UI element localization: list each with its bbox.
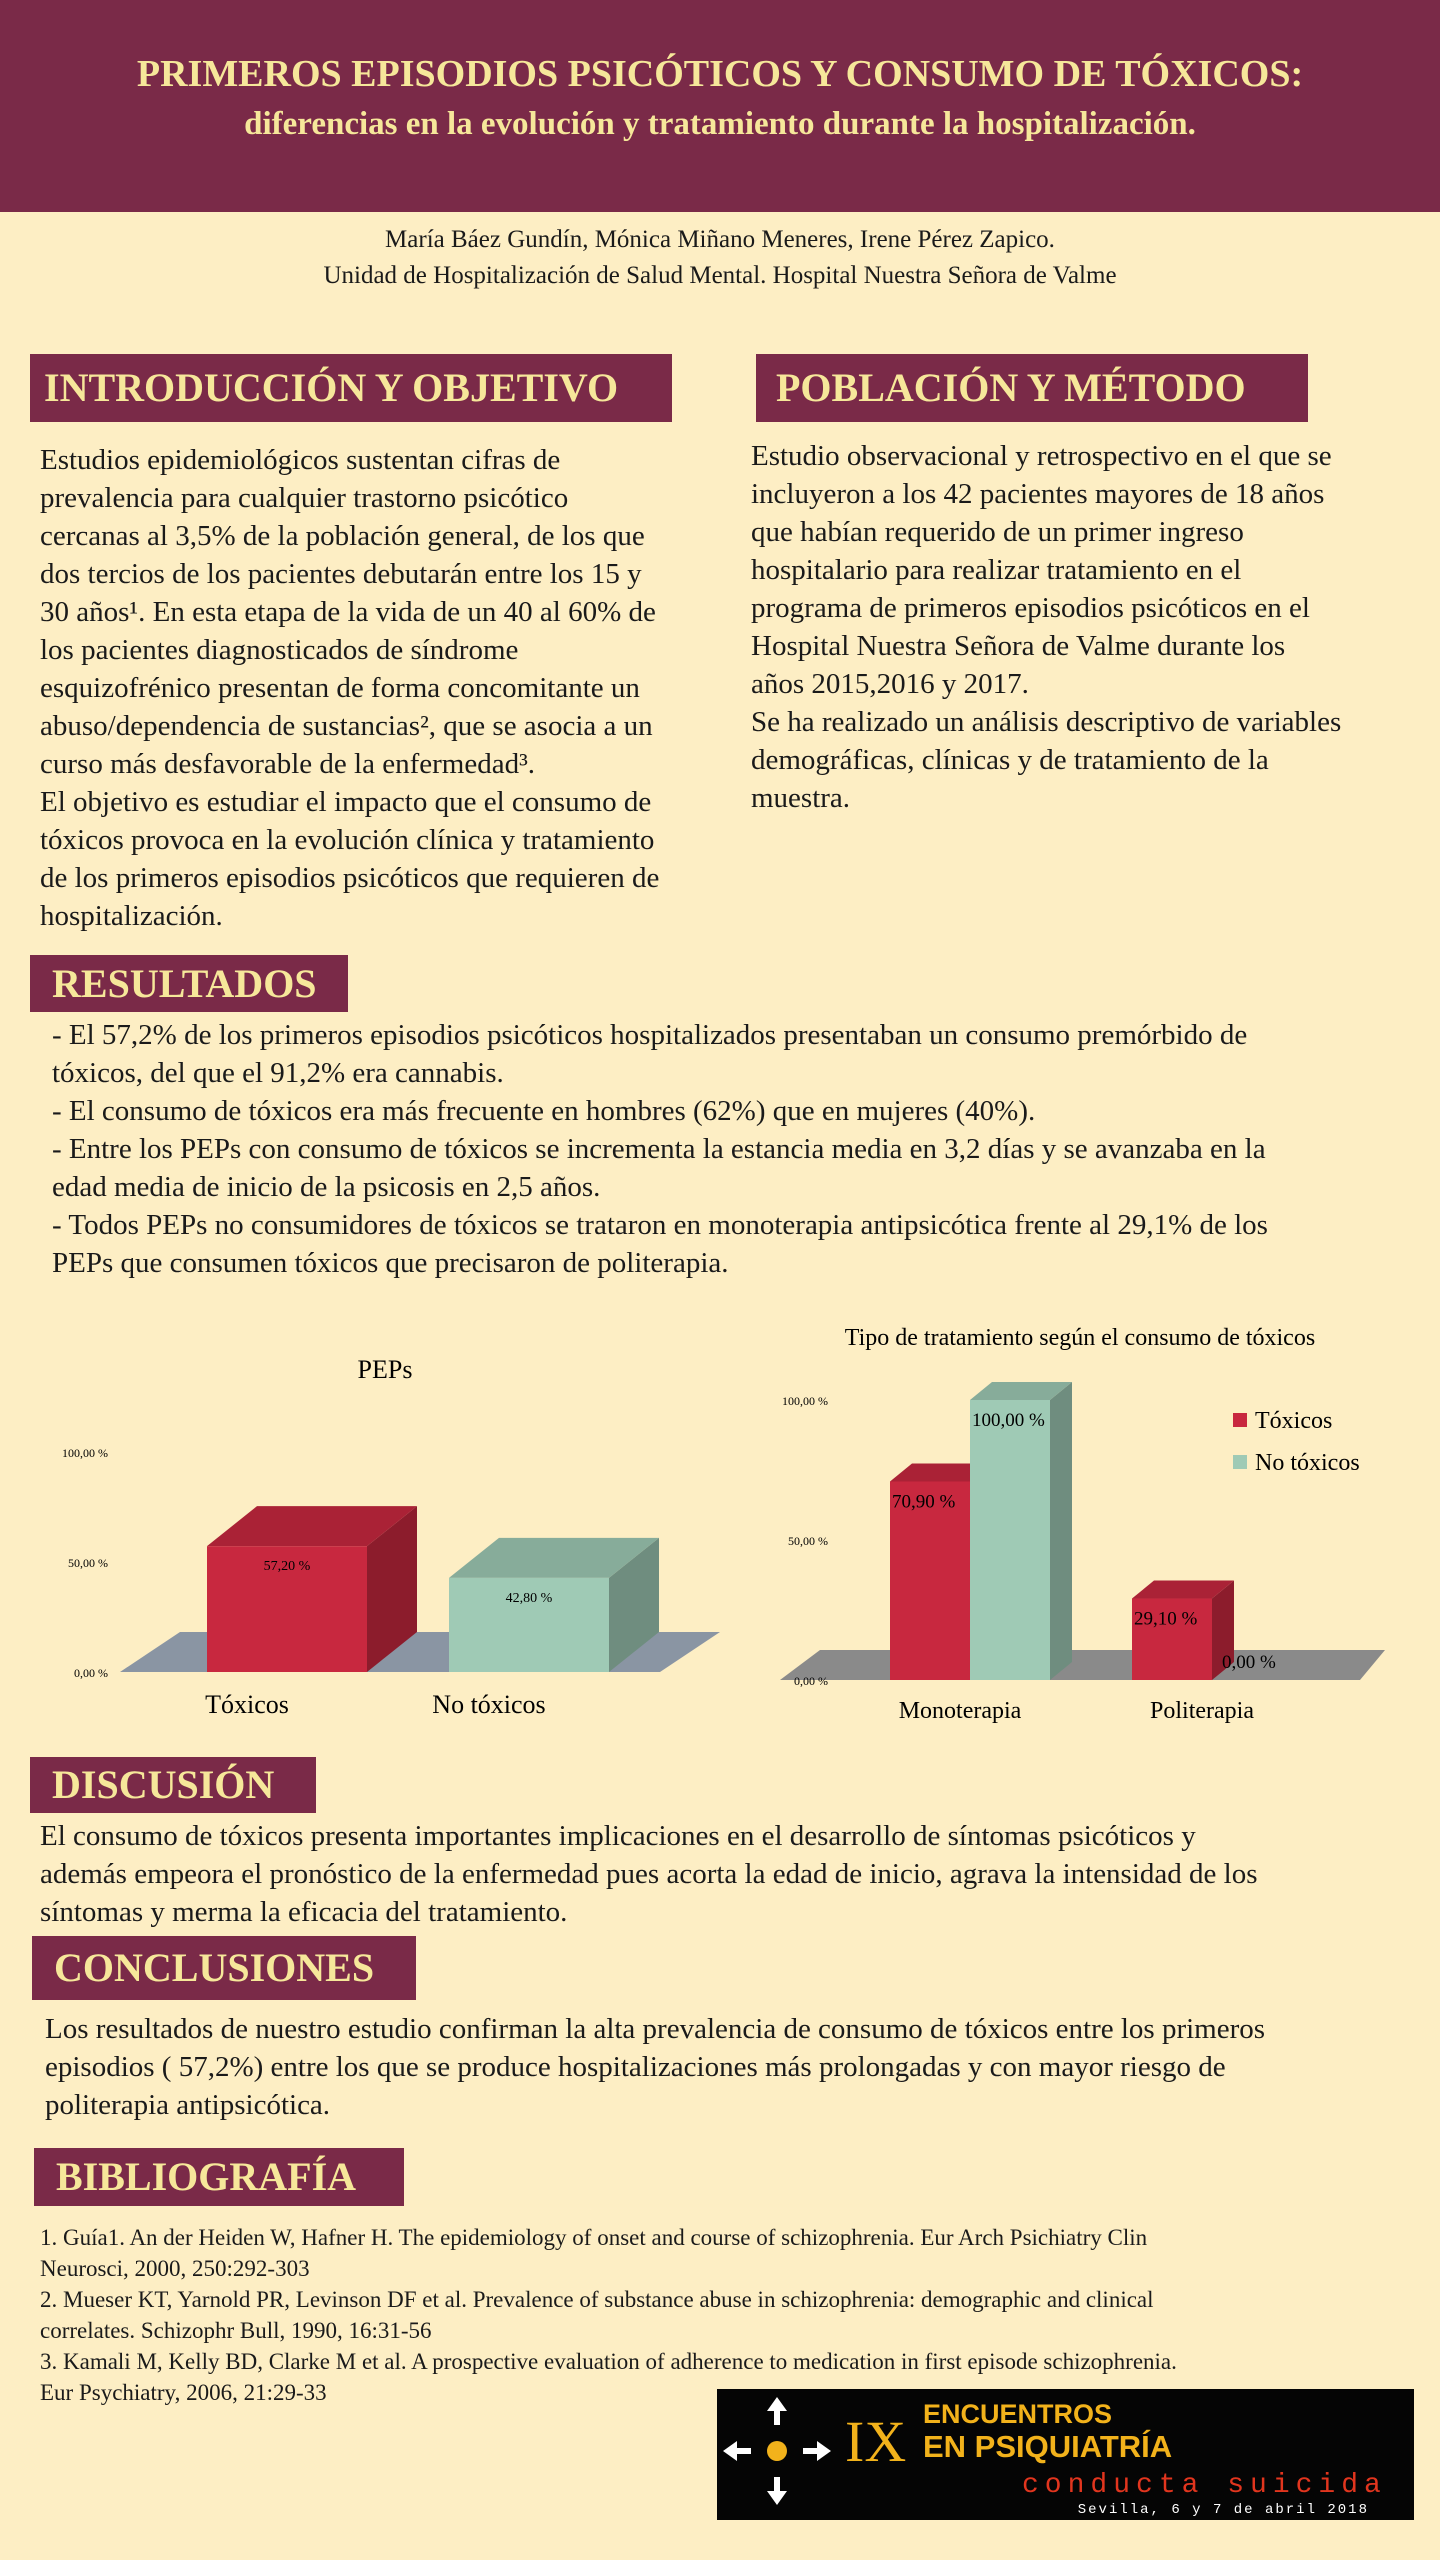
resultado-line: - El 57,2% de los primeros episodios psicóticos hospitalizados presentaban un consumo premórbido de [52, 1019, 1248, 1051]
authors: María Báez Gundín, Mónica Miñano Meneres, Irene Pérez Zapico. [385, 226, 1055, 253]
peps-chart [40, 1340, 730, 1730]
logo-tagline: conducta suicida [1022, 2470, 1387, 2501]
introduccion-text [40, 441, 740, 935]
poster-subtitle: diferencias en la evolución y tratamiento durante la hospitalización. [244, 106, 1196, 142]
resultados-list [52, 1016, 1432, 1282]
y-tick-label: 0,00 % [74, 1666, 108, 1680]
category-label: Politerapia [1150, 1698, 1254, 1724]
discusion-line: síntomas y merma la eficacia del tratamiento. [40, 1896, 568, 1928]
conclusion-line: episodios ( 57,2%) entre los que se produce hospitalizaciones más prolongadas y con mayor riesgo de [45, 2051, 1226, 2083]
reference-line: correlates. Schizophr Bull, 1990, 16:31-56 [40, 2318, 432, 2343]
intro-line: esquizofrénico presentan de forma concomitante un [40, 672, 640, 704]
intro-line: de los primeros episodios psicóticos que requieren de [40, 862, 660, 894]
bar [449, 1538, 659, 1672]
category-labels [899, 1698, 1255, 1724]
bar [1132, 1581, 1234, 1680]
floor-plane [780, 1650, 1385, 1680]
data-label: 57,20 % [263, 1559, 311, 1575]
metodo-line: incluyeron a los 42 pacientes mayores de 18 años [751, 478, 1325, 510]
heading-poblacion: POBLACIÓN Y MÉTODO [756, 354, 1308, 422]
intro-line: Estudios epidemiológicos sustentan cifras de [40, 444, 561, 476]
chart-floor [780, 1650, 1385, 1680]
metodo-line: que habían requerido de un primer ingreso [751, 516, 1244, 548]
bibliografia-list [40, 2222, 1430, 2408]
compass-arrows-icon [723, 2397, 831, 2505]
heading-bibliografia: BIBLIOGRAFÍA [34, 2148, 404, 2206]
metodo-line: Estudio observacional y retrospectivo en el que se [751, 440, 1332, 472]
poster-title: PRIMEROS EPISODIOS PSICÓTICOS Y CONSUMO DE TÓXICOS: [136, 53, 1304, 95]
intro-line: cercanas al 3,5% de la población general, de los que [40, 520, 645, 552]
conclusiones-text [45, 2010, 1435, 2124]
y-tick-label: 100,00 % [62, 1446, 108, 1460]
reference-line: 3. Kamali M, Kelly BD, Clarke M et al. A prospective evaluation of adherence to medication in first episode schizophrenia. [40, 2349, 1177, 2374]
intro-line: prevalencia para cualquier trastorno psicótico [40, 482, 569, 514]
y-axis-ticks [782, 1394, 828, 1688]
affiliation: Unidad de Hospitalización de Salud Mental. Hospital Nuestra Señora de Valme [323, 262, 1117, 289]
intro-line: tóxicos provoca en la evolución clínica y tratamiento [40, 824, 655, 856]
reference-line: 2. Mueser KT, Yarnold PR, Levinson DF et al. Prevalence of substance abuse in schizophrenia: demographic and clinical [40, 2287, 1154, 2312]
bar [207, 1506, 417, 1672]
reference-line: 1. Guía1. An der Heiden W, Hafner H. The epidemiology of onset and course of schizophrenia. Eur Arch Psichiatry Clin [40, 2225, 1148, 2250]
metodo-line: años 2015,2016 y 2017. [751, 668, 1029, 700]
y-axis-ticks [62, 1446, 108, 1680]
bar-side [1050, 1382, 1072, 1680]
reference-line: Neurosci, 2000, 250:292-303 [40, 2256, 310, 2281]
category-label: Monoterapia [898, 1698, 1022, 1724]
intro-line: hospitalización. [40, 900, 223, 932]
resultado-line: - El consumo de tóxicos era más frecuente en hombres (62%) que en mujeres (40%). [52, 1095, 1036, 1127]
conclusion-line: politerapia antipsicótica. [45, 2089, 331, 2121]
discusion-line: además empeora el pronóstico de la enfermedad pues acorta la edad de inicio, agrava la intensidad de los [40, 1858, 1258, 1890]
intro-line: El objetivo es estudiar el impacto que el consumo de [40, 786, 652, 818]
metodo-line: hospitalario para realizar tratamiento en el [751, 554, 1242, 586]
data-label: 70,90 % [892, 1491, 956, 1513]
intro-line: curso más desfavorable de la enfermedad³. [40, 748, 536, 780]
metodo-line: Se ha realizado un análisis descriptivo de variables [751, 706, 1342, 738]
bar-front [970, 1400, 1050, 1680]
resultado-line: edad media de inicio de la psicosis en 2,5 años. [52, 1171, 601, 1203]
resultado-line: - Entre los PEPs con consumo de tóxicos se incrementa la estancia media en 3,2 días y se avanzaba en la [52, 1133, 1266, 1165]
y-tick-label: 50,00 % [68, 1556, 108, 1570]
chart-title: Tipo de tratamiento según el consumo de tóxicos [844, 1325, 1316, 1351]
legend-swatch [1233, 1413, 1247, 1427]
chart-title: PEPs [357, 1355, 413, 1384]
resultado-line: PEPs que consumen tóxicos que precisaron de politerapia. [52, 1247, 729, 1279]
data-label: 0,00 % [1222, 1652, 1276, 1673]
data-label: 100,00 % [972, 1410, 1045, 1431]
metodo-line: programa de primeros episodios psicóticos en el [751, 592, 1310, 624]
heading-introduccion: INTRODUCCIÓN Y OBJETIVO [30, 354, 672, 422]
poster-header [0, 0, 1440, 212]
discusion-line: El consumo de tóxicos presenta importantes implicaciones en el desarrollo de síntomas psicóticos y [40, 1820, 1196, 1852]
resultado-line: - Todos PEPs no consumidores de tóxicos se trataron en monoterapia antipsicótica frente al 29,1% de los [52, 1209, 1268, 1241]
logo-line1: ENCUENTROS [923, 2399, 1113, 2429]
poblacion-text [751, 437, 1431, 817]
event-logo [717, 2389, 1414, 2520]
data-label: 29,10 % [1134, 1608, 1198, 1630]
reference-line: Eur Psychiatry, 2006, 21:29-33 [40, 2380, 327, 2405]
legend-swatch [1233, 1455, 1247, 1469]
category-label: No tóxicos [432, 1690, 546, 1719]
heading-conclusiones: CONCLUSIONES [32, 1936, 416, 2000]
category-labels [205, 1690, 546, 1719]
intro-line: los pacientes diagnosticados de síndrome [40, 634, 519, 666]
metodo-line: muestra. [751, 782, 851, 814]
intro-line: dos tercios de los pacientes debutarán entre los 15 y [40, 558, 642, 590]
discusion-text [40, 1817, 1430, 1931]
intro-line: abuso/dependencia de sustancias², que se asocia a un [40, 710, 653, 742]
intro-line: 30 años¹. En esta etapa de la vida de un 40 al 60% de [40, 596, 656, 628]
metodo-line: Hospital Nuestra Señora de Valme durante los [751, 630, 1286, 662]
y-tick-label: 50,00 % [788, 1534, 828, 1548]
logo-line2: EN PSIQUIATRÍA [923, 2429, 1173, 2464]
conclusion-line: Los resultados de nuestro estudio confirman la alta prevalencia de consumo de tóxicos entre los primeros [45, 2013, 1266, 2045]
legend-label: Tóxicos [1255, 1408, 1333, 1434]
tratamiento-chart [760, 1310, 1430, 1730]
heading-resultados: RESULTADOS [30, 955, 348, 1012]
bars [890, 1382, 1276, 1680]
legend-label: No tóxicos [1255, 1450, 1360, 1476]
data-label: 42,80 % [505, 1590, 553, 1606]
y-tick-label: 0,00 % [794, 1674, 828, 1688]
y-tick-label: 100,00 % [782, 1394, 828, 1408]
heading-discusion: DISCUSIÓN [30, 1757, 316, 1813]
resultado-line: tóxicos, del que el 91,2% era cannabis. [52, 1057, 504, 1089]
metodo-line: demográficas, clínicas y de tratamiento de la [751, 744, 1269, 776]
category-label: Tóxicos [205, 1690, 289, 1719]
logo-numeral: IX [845, 2409, 907, 2474]
legend [1233, 1408, 1360, 1476]
logo-date: Sevilla, 6 y 7 de abril 2018 [1077, 2502, 1369, 2518]
